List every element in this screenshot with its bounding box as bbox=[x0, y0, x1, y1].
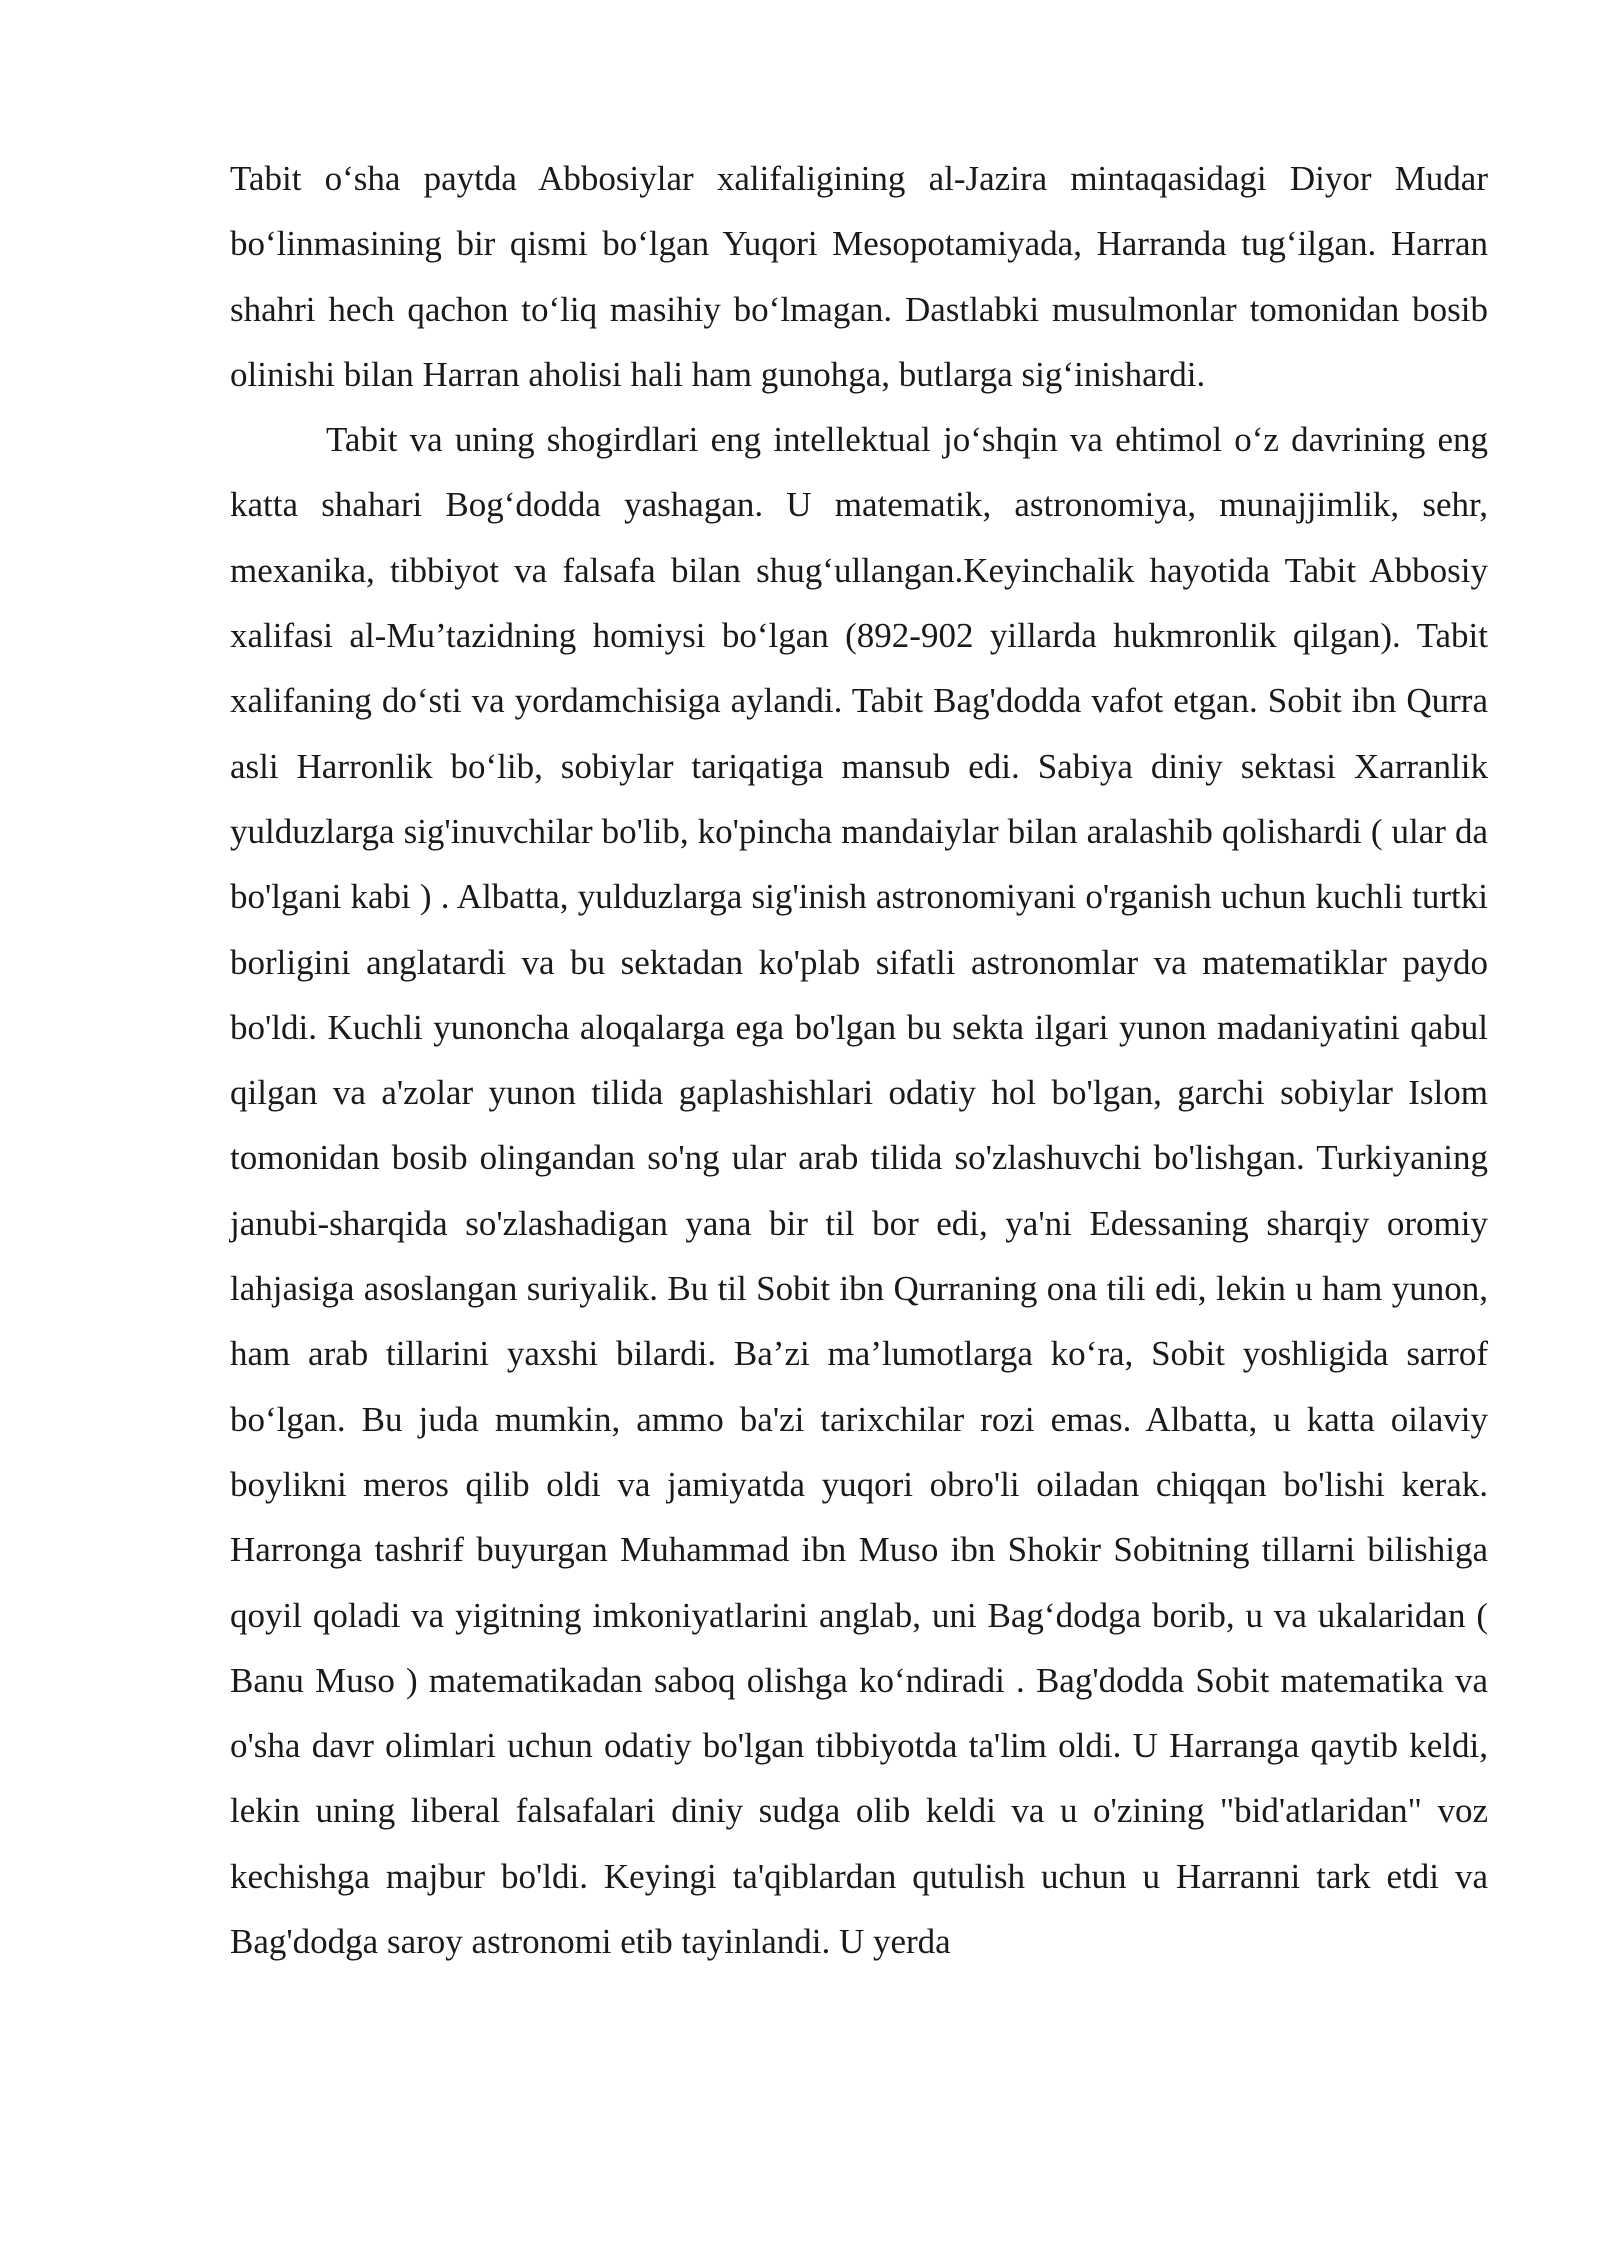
document-body bbox=[230, 146, 1488, 1974]
paragraph-1: Tabit o‘sha paytda Abbosiylar xalifaligining al-Jazira mintaqasidagi Diyor Mudar bo‘linmasining bir qismi bo‘lgan Yuqori Mesopotamiyada, Harranda tug‘ilgan. Harran shahri hech qachon to‘liq masihiy bo‘lmagan. Dastlabki musulmonlar tomonidan bosib olinishi bilan Harran aholisi hali ham gunohga, butlarga sig‘inishardi. bbox=[230, 159, 1488, 394]
paragraph-2: Tabit va uning shogirdlari eng intellektual jo‘shqin va ehtimol o‘z davrining eng katta shahari Bog‘dodda yashagan. U matematik, astronomiya, munajjimlik, sehr, mexanika, tibbiyot va falsafa bilan shug‘ullangan.Keyinchalik hayotida Tabit Abbosiy xalifasi al-Mu’tazidning homiysi bo‘lgan (892-902 yillarda hukmronlik qilgan). Tabit xalifaning do‘sti va yordamchisiga aylandi. Tabit Bag'dodda vafot etgan. Sobit ibn Qurra asli Harronlik bo‘lib, sobiylar tariqatiga mansub edi. Sabiya diniy sektasi Xarranlik yulduzlarga sig'inuvchilar bo'lib, ko'pincha mandaiylar bilan aralashib qolishardi ( ular da bo'lgani kabi ) . Albatta, yulduzlarga sig'inish astronomiyani o'rganish uchun kuchli turtki borligini anglatardi va bu sektadan ko'plab sifatli astronomlar va matematiklar paydo bo'ldi. Kuchli yunoncha aloqalarga ega bo'lgan bu sekta ilgari yunon madaniyatini qabul qilgan va a'zolar yunon tilida gaplashishlari odatiy hol bo'lgan, garchi sobiylar Islom tomonidan bosib olingandan so'ng ular arab tilida so'zlashuvchi bo'lishgan. Turkiyaning janubi-sharqida so'zlashadigan yana bir til bor edi, ya'ni Edessaning sharqiy oromiy lahjasiga asoslangan suriyalik. Bu til Sobit ibn Qurraning ona tili edi, lekin u ham yunon, ham arab tillarini yaxshi bilardi. Ba’zi ma’lumotlarga ko‘ra, Sobit yoshligida sarrof bo‘lgan. Bu juda mumkin, ammo ba'zi tarixchilar rozi emas. Albatta, u katta oilaviy boylikni meros qilib oldi va jamiyatda yuqori obro'li oiladan chiqqan bo'lishi kerak. Harronga tashrif buyurgan Muhammad ibn Muso ibn Shokir Sobitning tillarni bilishiga qoyil qoladi va yigitning imkoniyatlarini anglab, uni Bag‘dodga borib, u va ukalaridan ( Banu Muso ) matematikadan saboq olishga ko‘ndiradi . Bag'dodda Sobit matematika va o'sha davr olimlari uchun odatiy bo'lgan tibbiyotda ta'lim oldi. U Harranga qaytib keldi, lekin uning liberal falsafalari diniy sudga olib keldi va u o'zining "bid'atlaridan" voz kechishga majbur bo'ldi. Keyingi ta'qiblardan qutulish uchun u Harranni tark etdi va Bag'dodga saroy astronomi etib tayinlandi. U yerda bbox=[230, 420, 1488, 1962]
